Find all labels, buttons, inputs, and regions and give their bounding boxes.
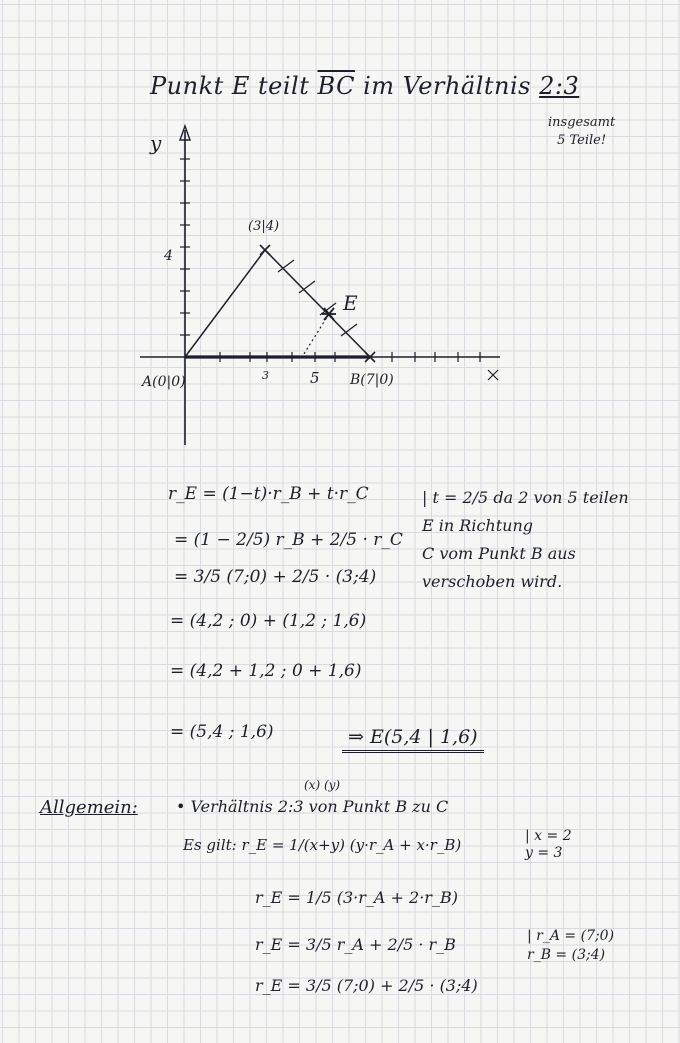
side-note-line1: insgesamt [548,115,616,130]
general-xy-labels: (x) (y) [304,778,341,792]
general-formula-4: r_E = 3/5 (7;0) + 2/5 · (3;4) [255,976,478,995]
condition-y: y = 3 [525,845,563,861]
derivation-line-1: r_E = (1−t)·r_B + t·r_C [168,484,369,504]
explanation-line-1: | t = 2/5 da 2 von 5 teilen [422,488,629,507]
point-c-marker [260,245,270,255]
point-a-label: A(0|0) [142,374,186,390]
x-tick-label-3: 3 [262,369,269,382]
general-formula-3: r_E = 3/5 r_A + 2/5 · r_B [255,935,456,954]
y-axis-label: y [150,131,162,155]
general-ratio-line: • Verhältnis 2:3 von Punkt B zu C [176,797,449,816]
point-b-label: B(7|0) [350,372,394,388]
vector-b: r_B = (3;4) [527,947,606,963]
ratio-value: 2:3 [539,72,580,100]
explanation-line-2: E in Richtung [422,516,533,535]
page-title [150,72,579,100]
title-middle: im Verhältnis [354,72,540,100]
derivation-line-2: = (1 − 2/5) r_B + 2/5 · r_C [174,530,403,550]
result-point-e: ⇒ E(5,4 | 1,6) [342,726,484,753]
x-tick-label-5: 5 [310,369,320,387]
general-formula-1: Es gilt: r_E = 1/(x+y) (y·r_A + x·r_B) [183,836,462,854]
x-axis-marker [488,370,498,380]
derivation-line-4: = (4,2 ; 0) + (1,2 ; 1,6) [170,611,367,631]
explanation-line-3: C vom Punkt B aus [422,544,576,563]
projection-line [302,314,329,357]
general-vectors [527,927,614,965]
coordinate-graph [140,120,520,460]
general-heading: Allgemein: [40,797,138,818]
title-prefix: Punkt E teilt [150,72,318,100]
point-c-label: (3|4) [248,219,280,234]
condition-x: | x = 2 [525,828,572,844]
derivation-line-3: = 3/5 (7;0) + 2/5 · (3;4) [174,567,377,587]
explanation-line-4: verschoben wird. [422,572,563,591]
point-e-label: E [343,291,358,315]
side-note [548,114,615,150]
general-formula-2: r_E = 1/5 (3·r_A + 2·r_B) [255,888,458,907]
explanation [422,484,629,596]
derivation-line-6: = (5,4 ; 1,6) [170,722,274,742]
vector-a: | r_A = (7;0) [527,928,615,944]
y-tick-label: 4 [164,248,173,264]
segment-bc: $\overline{BC}$ [317,72,355,100]
general-conditions [525,828,572,862]
derivation-line-5: = (4,2 + 1,2 ; 0 + 1,6) [170,661,362,681]
segment-ac [185,250,265,357]
side-note-line2: 5 Teile! [557,133,607,148]
